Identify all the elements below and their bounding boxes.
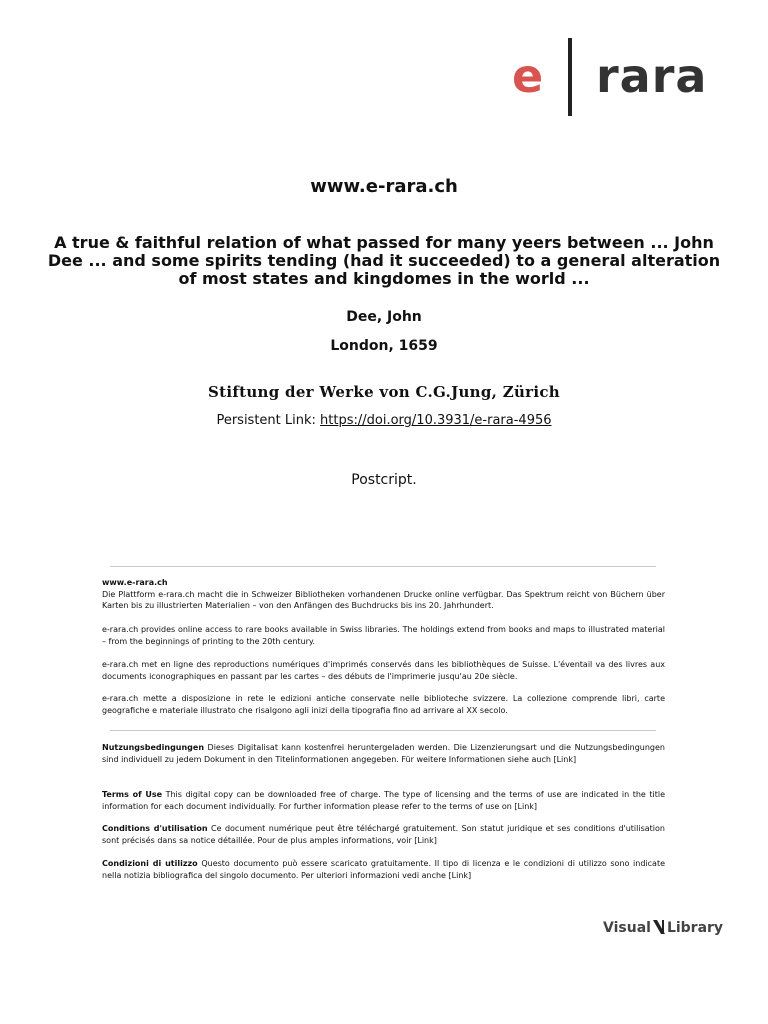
section-title: Postcript.	[351, 472, 417, 488]
terms-en-label: Terms of Use	[102, 790, 163, 799]
info-block	[102, 577, 665, 612]
info-en: e-rara.ch provides online access to rare books available in Swiss libraries. The holdings extend from books and maps to illustrated material – from the beginnings of printing to the 20th century.	[102, 625, 665, 646]
persistent-link[interactable]: https://doi.org/10.3931/e-rara-4956	[320, 413, 552, 428]
info-de: Die Plattform e-rara.ch macht die in Schweizer Bibliotheken vorhandenen Drucke online verfügbar. Das Spektrum reicht von Büchern über Karten bis zu illustrierten Materialien – von den Anfängen des Buchdrucks bis ins 20. Jahrhundert.	[102, 589, 665, 610]
visual-library-logo	[603, 920, 731, 940]
divider	[110, 730, 656, 731]
info-fr: e-rara.ch met en ligne des reproductions numériques d'imprimés conservés dans les bibliothèques de Suisse. L'éventail va des livres aux documents iconographiques en passant par les cartes – des débuts de l'imprimerie jusqu'au 20e siècle.	[102, 660, 665, 681]
terms-it-label: Condizioni di utilizzo	[102, 859, 198, 868]
holding-institution: Stiftung der Werke von C.G.Jung, Zürich	[207, 383, 561, 401]
terms-de	[102, 742, 665, 765]
terms-en	[102, 789, 665, 812]
author: Dee, John	[346, 309, 422, 325]
logo-divider	[568, 38, 572, 116]
terms-de-label: Nutzungsbedingungen	[102, 743, 205, 752]
persistent-link-line	[0, 413, 768, 428]
persistent-link-label: Persistent Link:	[216, 413, 316, 428]
terms-fr	[102, 823, 665, 846]
terms-fr-text: Ce document numérique peut être téléchargé gratuitement. Son statut juridique et ses conditions d'utilisation sont précisés dans sa notice détaillée. Pour de plus amples informations, voir [Link]	[102, 824, 665, 845]
visual-library-left: Visual	[603, 920, 651, 936]
terms-en-text: This digital copy can be downloaded free of charge. The type of licensing and the terms of use are indicated in the title information for each document individually. For further information please refer to the terms of use on [Link]	[102, 790, 666, 811]
divider	[110, 566, 656, 567]
document-title: A true & faithful relation of what passed for many yeers between ... John Dee ... and some spirits tending (had it succeeded) to a general alteration of most states and kingdomes in the world ...	[47, 233, 721, 288]
info-heading: www.e-rara.ch	[102, 578, 168, 587]
logo-rara: rara	[596, 49, 708, 103]
e-rara-logo	[512, 36, 722, 118]
info-it: e-rara.ch mette a disposizione in rete le edizioni antiche conservate nelle biblioteche svizzere. La collezione comprende libri, carte geografiche e materiale illustrato che risalgono agli inizi della tipografia fino ad arrivare al XX secolo.	[102, 694, 665, 715]
imprint: London, 1659	[330, 338, 438, 354]
visual-library-right: Library	[666, 920, 724, 936]
terms-fr-label: Conditions d'utilisation	[102, 824, 208, 833]
terms-it	[102, 858, 665, 881]
logo-e: e	[512, 49, 544, 103]
terms-de-text: Dieses Digitalisat kann kostenfrei heruntergeladen werden. Die Lizenzierungsart und die Nutzungsbedingungen sind individuell zu jedem Dokument in den Titelinformationen angegeben. Für weitere Informationen siehe auch [Link]	[102, 743, 666, 764]
site-url: www.e-rara.ch	[310, 176, 458, 197]
visual-library-mark-icon	[653, 920, 665, 934]
terms-it-text: Questo documento può essere scaricato gratuitamente. Il tipo di licenza e le condizioni di utilizzo sono indicate nella notizia bibliografica del singolo documento. Per ulteriori informazioni vedi anche [Link]	[102, 859, 666, 880]
